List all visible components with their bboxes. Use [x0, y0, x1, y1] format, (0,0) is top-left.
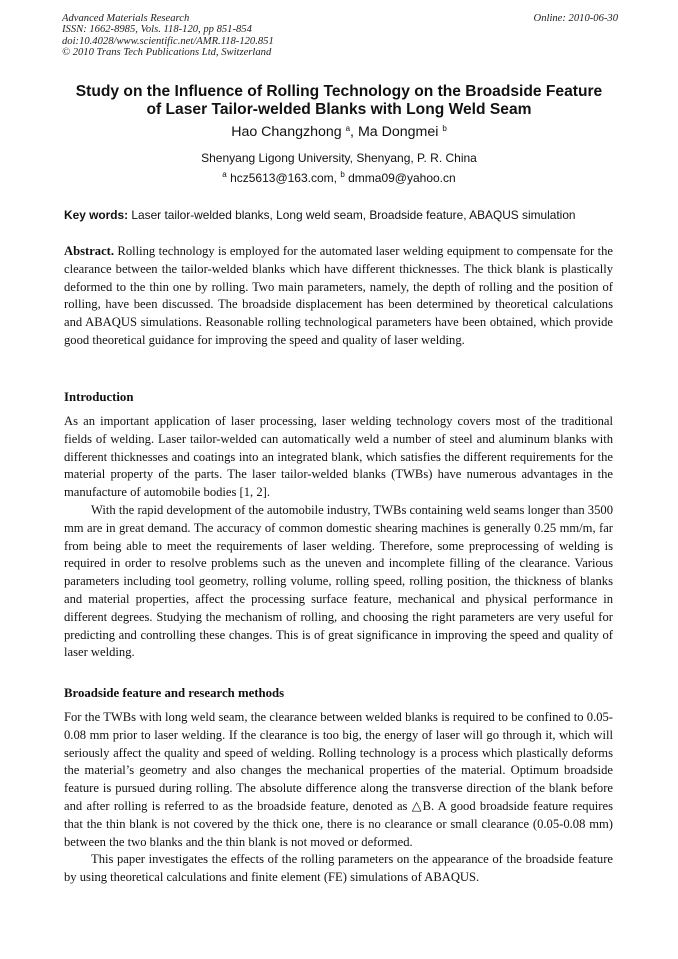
author-1-mark: a	[345, 124, 351, 133]
broadside-paragraph-1: For the TWBs with long weld seam, the clearance between welded blanks is required to be confined to 0.05-0.08 mm prior to laser welding. If the clearance is too big, the energy of laser will go through it, which will seriously affect the quality and speed of welding. Rolling technology is a process which plastically deforms the material’s geometry and also changes the mechanical properties of the material. Optimum broadside feature is pursued during rolling. The absolute difference along the transverse direction of the blank before and after rolling is referred to as the broadside feature, denoted as △B. A good broadside feature requires that the thin blank is not covered by the thick one, there is no clearance or small clearance (0.05-0.08 mm) between the two blanks and the thin blank is not moved or deformed.	[64, 710, 613, 849]
journal-name: Advanced Materials Research	[62, 13, 190, 24]
paper-title	[40, 83, 638, 119]
email-line	[40, 171, 638, 185]
intro-paragraph-1: As an important application of laser processing, laser welding technology covers most of the traditional fields of welding. Laser tailor-welded can automatically weld a number of steel and aluminum blanks with different thicknesses and coatings into an integrated blank, which satisfies the different requirements for the material property of the parts. The laser tailor-welded blanks (TWBs) have numerous advantages in the manufacture of automobile bodies [1, 2].	[64, 414, 613, 500]
email-1-mark: a	[222, 170, 227, 179]
online-date: Online: 2010-06-30	[533, 13, 618, 24]
abstract	[64, 243, 613, 350]
author-line	[40, 124, 638, 141]
section-heading-broadside: Broadside feature and research methods	[64, 686, 285, 700]
broadside-body	[64, 709, 613, 887]
author-2: Ma Dongmei	[357, 124, 439, 140]
title-line-1: Study on the Influence of Rolling Technology on the Broadside Feature	[75, 83, 603, 100]
author-1: Hao Changzhong	[231, 124, 342, 140]
issn-line: ISSN: 1662-8985, Vols. 118-120, pp 851-854	[62, 24, 252, 36]
title-line-2: of Laser Tailor-welded Blanks with Long Weld Seam	[146, 101, 532, 118]
introduction-body	[64, 413, 613, 662]
keywords-text: Laser tailor-welded blanks, Long weld seam, Broadside feature, ABAQUS simulation	[128, 208, 576, 222]
abstract-text: Rolling technology is employed for the automated laser welding equipment to compensate for the clearance between the tailor-welded blanks which have different thicknesses. The thick blank is plastically deformed to the thin one by rolling. Two main parameters, namely, the depth of rolling and the position of rolling, have been discussed. The broadside displacement has been determined by theoretical calculations and ABAQUS simulations. Reasonable rolling technological parameters have been obtained, which provide good theoretical guidance for improving the speed and quality of laser welding.	[64, 244, 613, 347]
keywords	[64, 208, 620, 222]
email-1: hcz5613@163.com,	[226, 171, 341, 185]
journal-header	[62, 13, 618, 59]
copyright-line: © 2010 Trans Tech Publications Ltd, Switzerland	[62, 47, 272, 59]
keywords-label: Key words:	[64, 208, 129, 222]
section-heading-introduction: Introduction	[64, 390, 134, 404]
broadside-paragraph-2: This paper investigates the effects of the rolling parameters on the appearance of the broadside feature by using theoretical calculations and finite element (FE) simulations of ABAQUS.	[64, 852, 613, 885]
affiliation: Shenyang Ligong University, Shenyang, P. R. China	[201, 151, 477, 165]
email-2-mark: b	[340, 170, 345, 179]
author-2-mark: b	[442, 124, 447, 133]
abstract-label: Abstract.	[64, 244, 115, 258]
intro-paragraph-2: With the rapid development of the automobile industry, TWBs containing weld seams longer than 3500 mm are in great demand. The accuracy of common domestic shearing machines is generally 0.25 mm/m, far from being able to meet the requirements of laser welding. Therefore, some preprocessing of welding is required in order to resolve problems such as the uneven and incomplete filling of the clearance. Various parameters including tool geometry, rolling volume, rolling speed, rolling position, the thickness of blanks and material properties, affect the processing surface feature, mechanical and physical performance in different degrees. Studying the mechanism of rolling, and choosing the right parameters are very useful for predicting and controlling these changes. This is of great significance in improving the speed and quality of laser welding.	[64, 502, 613, 660]
doi-line: doi:10.4028/www.scientific.net/AMR.118-120.851	[62, 35, 274, 47]
email-2: dmma09@yahoo.cn	[344, 171, 456, 185]
author-separator: ,	[350, 124, 358, 140]
